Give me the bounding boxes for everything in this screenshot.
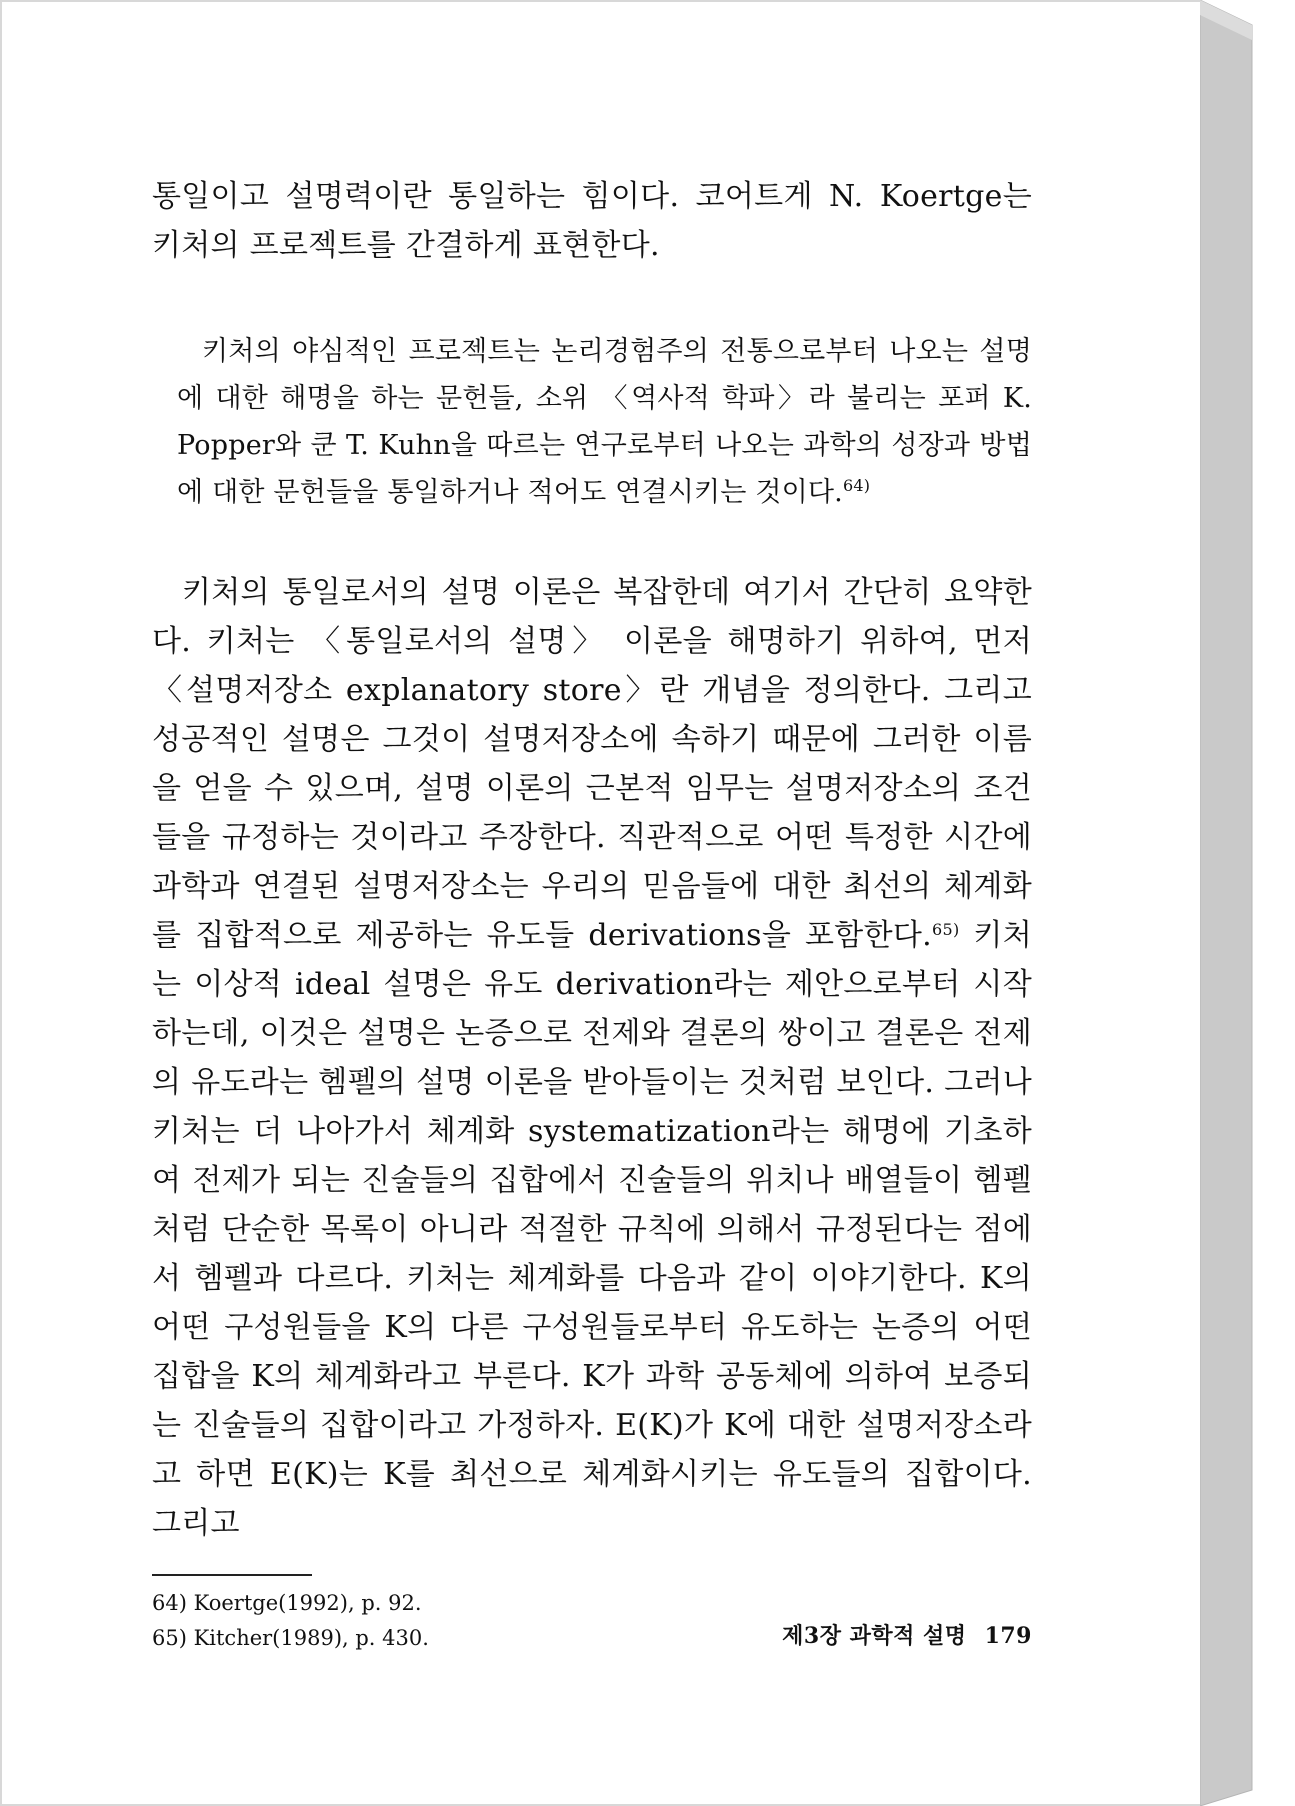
footnote-rule <box>152 1574 312 1576</box>
page-footer <box>152 1619 1032 1650</box>
page-content <box>152 172 1032 1656</box>
block-quote <box>152 328 1032 516</box>
footnote-ref-65: 65) <box>931 920 960 939</box>
paragraph-2-part-1: 키처의 통일로서의 설명 이론은 복잡한데 여기서 간단히 요약한다. 키처는 〈통일로서의 설명〉 이론을 해명하기 위하여, 먼저 〈설명저장소 explanatory store〉란 개념을 정의한다. 그리고 성공적인 설명은 그것이 설명저장소에 속하기 때문에 그러한 이름을 얻을 수 있으며, 설명 이론의 근본적 임무는 설명저장소의 조건들을 규정하는 것이라고 주장한다. 직관적으로 어떤 특정한 시간에 과학과 연결된 설명저장소는 우리의 믿음들에 대한 최선의 체계화를 집합적으로 제공하는 유도들 derivations을 포함한다. <box>152 575 1032 953</box>
paragraph-2 <box>152 568 1032 1548</box>
chapter-title: 제3장 과학적 설명 <box>782 1623 967 1649</box>
footnote-64: 64) Koertge(1992), p. 92. <box>152 1591 422 1615</box>
footnote-65: 65) Kitcher(1989), p. 430. <box>152 1626 429 1650</box>
page-number: 179 <box>984 1623 1032 1649</box>
footnote-ref-64: 64) <box>842 476 871 495</box>
paragraph-2-part-2: 키처는 이상적 ideal 설명은 유도 derivation라는 제안으로부터 시작하는데, 이것은 설명은 논증으로 전제와 결론의 쌍이고 결론은 전제의 유도라는 헴펠의 설명 이론을 받아들이는 것처럼 보인다. 그러나 키처는 더 나아가서 체계화 systematization라는 해명에 기초하여 전제가 되는 진술들의 집합에서 진술들의 위치나 배열들이 헴펠처럼 단순한 목록이 아니라 적절한 규칙에 의해서 규정된다는 점에서 헴펠과 다르다. 키처는 체계화를 다음과 같이 이야기한다. K의 어떤 구성원들을 K의 다른 구성원들로부터 유도하는 논증의 어떤 집합을 K의 체계화라고 부른다. K가 과학 공동체에 의하여 보증되는 진술들의 집합이라고 가정하자. E(K)가 K에 대한 설명저장소라고 하면 E(K)는 K를 최선으로 체계화시키는 유도들의 집합이다. 그리고 <box>152 918 1032 1541</box>
paragraph-1: 통일이고 설명력이란 통일하는 힘이다. 코어트게 N. Koertge는 키처의 프로젝트를 간결하게 표현한다. <box>152 179 1032 263</box>
quote-text: 키처의 야심적인 프로젝트는 논리경험주의 전통으로부터 나오는 설명에 대한 해명을 하는 문헌들, 소위 〈역사적 학파〉라 불리는 포퍼 K. Popper와 쿤 T. Kuhn을 따르는 연구로부터 나오는 과학의 성장과 방법에 대한 문헌들을 통일하거나 적어도 연결시키는 것이다. <box>177 336 1032 508</box>
book-spine-shape <box>1200 0 1295 1806</box>
